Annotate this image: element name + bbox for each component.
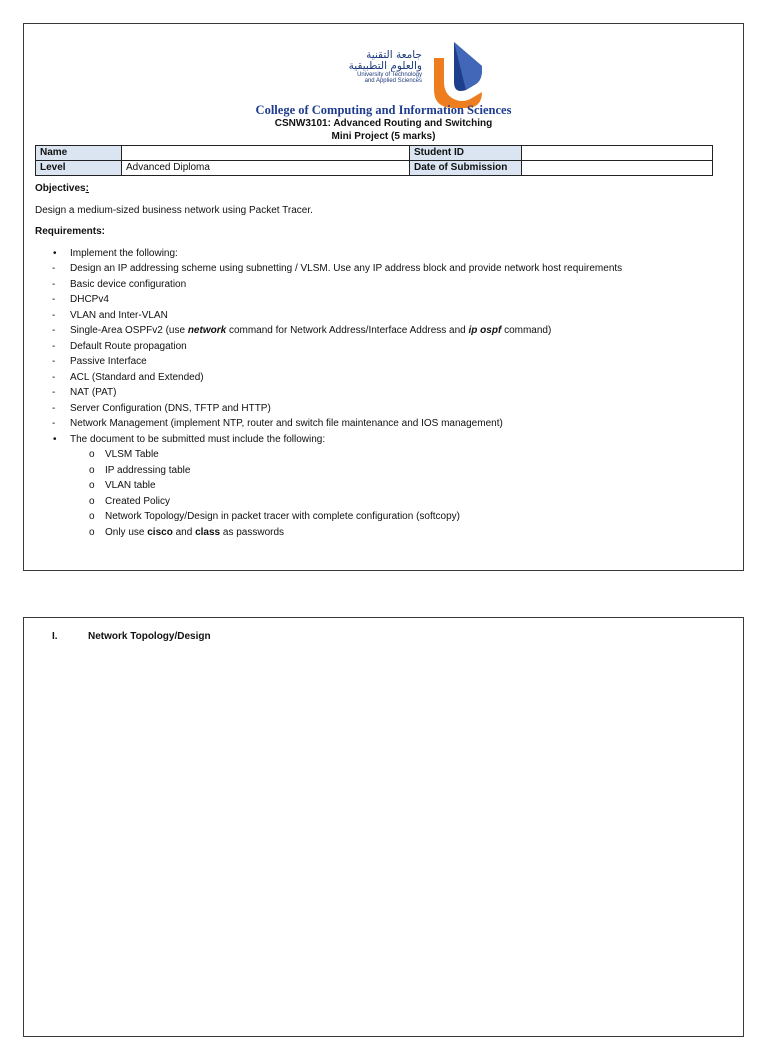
dash-icon: -	[52, 371, 56, 383]
requirements-heading: Requirements:	[35, 226, 106, 237]
password-class: class	[195, 526, 221, 538]
list-item-text: The document to be submitted must include the following:	[70, 433, 326, 445]
list-item-text: Network Topology/Design in packet tracer with complete configuration (softcopy)	[105, 511, 460, 522]
university-name-ar-line1: جامعة التقنية	[366, 49, 422, 61]
dash-icon: -	[52, 325, 56, 336]
dash-icon: -	[52, 356, 56, 367]
list-item	[35, 494, 725, 510]
list-item-text: Basic device configuration	[70, 278, 187, 290]
list-item-text: ACL (Standard and Extended)	[70, 371, 204, 383]
list-item-text: Design an IP addressing scheme using subnetting / VLSM. Use any IP address block and provide network host requirements	[70, 263, 623, 274]
level-field[interactable]: Advanced Diploma	[122, 161, 410, 176]
circle-bullet-icon: o	[89, 480, 95, 491]
list-item	[35, 292, 725, 308]
list-item	[35, 339, 725, 355]
level-label: Level	[36, 161, 122, 176]
list-item	[35, 323, 725, 339]
list-item-text: VLSM Table	[105, 449, 159, 460]
list-item	[35, 370, 725, 386]
list-item-text: VLAN and Inter-VLAN	[70, 309, 168, 321]
objectives-text: Design a medium-sized business network using Packet Tracer.	[35, 204, 313, 216]
bullet-icon: •	[53, 247, 57, 259]
college-name: College of Computing and Information Sciences	[255, 103, 512, 117]
list-item	[35, 277, 725, 293]
circle-bullet-icon: o	[89, 526, 95, 538]
list-item-text: Created Policy	[105, 495, 171, 507]
university-logo	[324, 36, 494, 110]
password-cisco: cisco	[147, 526, 173, 538]
list-item-text: Passive Interface	[70, 356, 147, 367]
list-item	[35, 246, 725, 262]
document-page-1	[23, 23, 744, 571]
list-item-text: DHCPv4	[70, 294, 109, 305]
list-item	[35, 261, 725, 277]
list-item	[35, 509, 725, 525]
list-item-text: NAT (PAT)	[70, 387, 117, 398]
circle-bullet-icon: o	[89, 511, 95, 522]
objectives-heading-colon: :	[85, 183, 89, 194]
bullet-icon: •	[53, 433, 57, 445]
list-item	[35, 525, 725, 541]
course-title: CSNW3101: Advanced Routing and Switching	[274, 118, 493, 129]
university-name	[349, 50, 422, 85]
circle-bullet-icon: o	[89, 449, 95, 460]
university-emblem-icon	[432, 38, 484, 110]
ospf-keyword-network: network	[187, 325, 227, 336]
list-item-text: Network Management (implement NTP, router and switch file maintenance and IOS management)	[70, 418, 503, 429]
dash-icon: -	[52, 340, 56, 352]
list-item-text: Default Route propagation	[70, 340, 187, 352]
name-label: Name	[36, 146, 122, 161]
dash-icon: -	[52, 418, 56, 429]
list-item-text: Implement the following:	[70, 247, 178, 259]
list-item	[35, 463, 725, 479]
dash-icon: -	[52, 294, 56, 305]
list-item	[35, 385, 725, 401]
ospf-text-1: Single-Area OSPFv2 (use	[70, 325, 188, 336]
ospf-text-2: command for Network Address/Interface Address and	[226, 325, 469, 336]
ospf-text-3: command)	[501, 325, 552, 336]
dash-icon: -	[52, 263, 56, 274]
university-name-en-line1: University of Technology	[357, 72, 422, 79]
dash-icon: -	[52, 278, 56, 290]
university-name-en-line2: and Applied Sciences	[364, 78, 422, 85]
table-row	[36, 146, 713, 161]
document-page-2	[23, 617, 744, 1037]
dash-icon: -	[52, 387, 56, 398]
list-item-text: VLAN table	[105, 480, 156, 491]
objectives-heading	[35, 181, 725, 197]
list-item	[35, 354, 725, 370]
student-id-label: Student ID	[410, 146, 522, 161]
student-id-field[interactable]	[522, 146, 713, 161]
list-item-text: IP addressing table	[105, 464, 191, 476]
objectives-heading-text: Objectives	[35, 183, 86, 194]
password-text-2: and	[172, 526, 196, 538]
document-body	[35, 181, 725, 540]
section-title: Network Topology/Design	[88, 631, 211, 642]
list-item-text: Server Configuration (DNS, TFTP and HTTP)	[70, 402, 271, 414]
name-field[interactable]	[122, 146, 410, 161]
project-title: Mini Project (5 marks)	[331, 131, 436, 142]
password-text-1: Only use	[105, 526, 148, 538]
circle-bullet-icon: o	[89, 464, 95, 476]
dash-icon: -	[52, 402, 56, 414]
list-item	[35, 478, 725, 494]
circle-bullet-icon: o	[89, 495, 95, 507]
list-item	[35, 432, 725, 448]
list-item	[35, 416, 725, 432]
student-info-table	[35, 145, 713, 176]
ospf-keyword-ip-ospf: ip ospf	[468, 325, 502, 336]
table-row	[36, 161, 713, 176]
list-item	[35, 308, 725, 324]
university-name-ar-line2: والعلوم التطبيقية	[348, 60, 422, 73]
section-heading	[52, 631, 211, 642]
list-item	[35, 401, 725, 417]
list-item	[35, 447, 725, 463]
section-number: I.	[52, 631, 58, 642]
date-of-submission-field[interactable]	[522, 161, 713, 176]
password-text-3: as passwords	[220, 526, 285, 538]
dash-icon: -	[52, 309, 56, 321]
date-of-submission-label: Date of Submission	[410, 161, 522, 176]
